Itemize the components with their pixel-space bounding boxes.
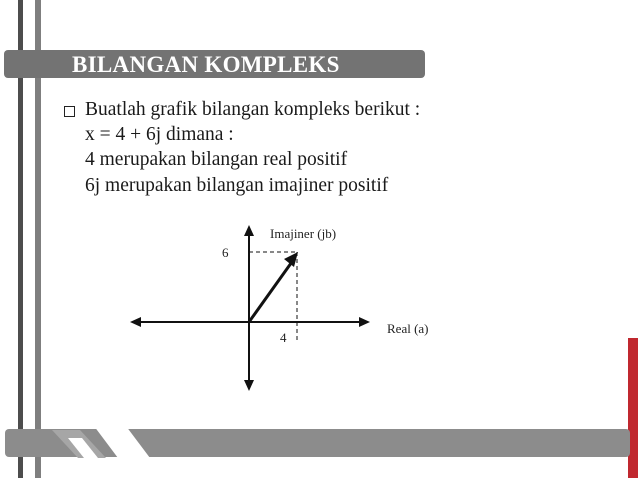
real-value-label: 4 xyxy=(280,330,287,345)
imaginary-part-description: 6j merupakan bilangan imajiner positif xyxy=(85,175,389,196)
slide-title: BILANGAN KOMPLEKS xyxy=(72,52,340,77)
imag-axis-label: Imajiner (jb) xyxy=(270,226,337,241)
real-axis-right-arrow xyxy=(359,317,370,327)
equation-line: x = 4 + 6j dimana : xyxy=(85,124,234,145)
complex-vector xyxy=(249,259,294,322)
bottom-stripe-decoration xyxy=(0,0,160,478)
real-part-description: 4 merupakan bilangan real positif xyxy=(85,149,348,170)
imaginary-axis-top-arrow xyxy=(244,225,254,236)
imaginary-axis-bottom-arrow xyxy=(244,380,254,391)
imag-value-label: 6 xyxy=(222,245,229,260)
real-axis-label: Real (a) xyxy=(387,321,429,336)
bullet-text: Buatlah grafik bilangan kompleks berikut : xyxy=(85,99,421,120)
